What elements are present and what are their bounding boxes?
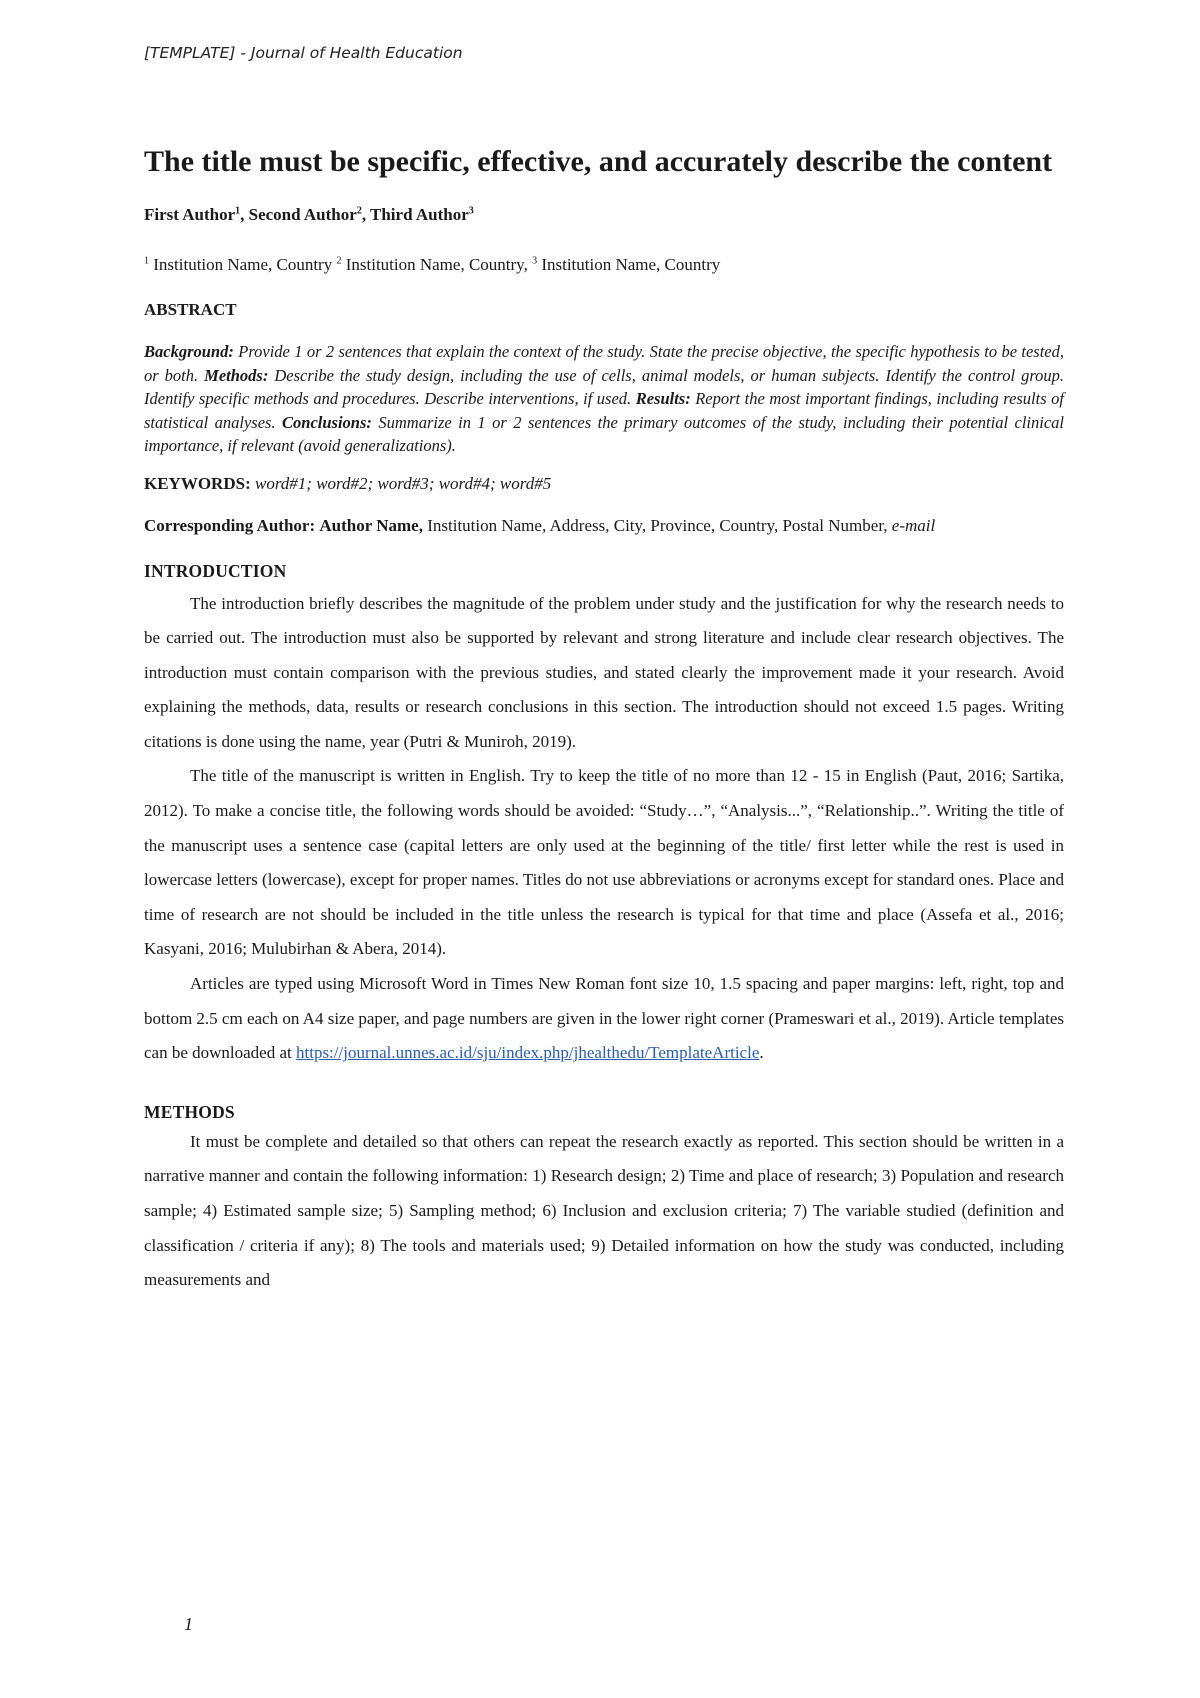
author-superscript: 2 xyxy=(356,205,362,217)
methods-heading: METHODS xyxy=(144,1101,235,1122)
abstract-conclusions-label: Conclusions: xyxy=(282,412,372,432)
abstract-results-label: Results: xyxy=(635,389,691,408)
affiliation-list xyxy=(144,253,1064,277)
keywords-label: KEYWORDS: xyxy=(144,473,251,493)
methods-paragraph: It must be complete and detailed so that others can repeat the research exactly as reported. This section should be written in a narrative manner and contain the following information: 1) Research design; 2) Time and place of research; 3) Population and research sample; 4) Estimated sample size; 5) Sampling method; 6) Inclusion and exclusion criteria; 7) The variable studied (definition and classification / criteria if any); 8) The tools and materials used; 9) Detailed information on how the study was conducted, including measurements and xyxy=(144,1131,1064,1290)
article-body xyxy=(144,140,1064,1298)
affiliation-superscript: 2 xyxy=(336,255,342,267)
affiliation-superscript: 1 xyxy=(144,255,149,267)
keywords xyxy=(144,472,1064,496)
introduction-paragraph xyxy=(144,967,1064,1071)
author-name: Second Author xyxy=(248,205,357,224)
affiliation-text: Institution Name, Country xyxy=(153,255,333,274)
introduction-paragraph-text: Articles are typed using Microsoft Word in Times New Roman font size 10, 1.5 spacing and paper margins: left, right, top and bottom 2.5 cm each on A4 size paper, and page numbers are given in the lower right corner (Prameswari et al., 2019). Article templates can be downloaded at xyxy=(144,974,1064,1063)
affiliation-superscript: 3 xyxy=(532,255,538,267)
abstract-text xyxy=(144,340,1064,458)
corresponding-name: Author Name, xyxy=(319,515,423,535)
abstract-background-text: Provide 1 or 2 sentences that explain the context of the study. State the precise objective, the specific hypothesis to be tested, or both. xyxy=(144,342,1065,385)
abstract-methods-label: Methods: xyxy=(204,365,269,385)
author-superscript: 1 xyxy=(235,205,241,217)
author-superscript: 3 xyxy=(468,205,474,217)
corresponding-label: Corresponding Author: xyxy=(144,515,316,535)
affiliation-text: Institution Name, Country xyxy=(541,255,721,274)
introduction-paragraph: The introduction briefly describes the magnitude of the problem under study and the justification for why the research needs to be carried out. The introduction must also be supported by relevant and strong literature and include clear research objectives. The introduction must contain comparison with the previous studies, and stated clearly the improvement made it your research. Avoid explaining the methods, data, results or research conclusions in this section. The introduction should not exceed 1.5 pages. Writing citations is done using the name, year (Putri & Muniroh, 2019). xyxy=(144,593,1064,751)
affiliation-text: Institution Name, Country, xyxy=(345,255,528,274)
running-header: [TEMPLATE] - Journal of Health Education xyxy=(144,44,463,62)
introduction-heading: INTRODUCTION xyxy=(144,560,287,581)
abstract-conclusions-text: Summarize in 1 or 2 sentences the primary outcomes of the study, including their potential clinical importance, if relevant (avoid generalizations). xyxy=(144,412,1064,455)
author-name: First Author xyxy=(144,205,236,224)
keywords-list: word#1; word#2; word#3; word#4; word#5 xyxy=(254,473,552,493)
introduction-paragraph: The title of the manuscript is written in English. Try to keep the title of no more than 12 - 15 in English (Paut, 2016; Sartika, 2012). To make a concise title, the following words should be avoided: “Study…”, “Analysis...”, “Relationship..”. Writing the title of the manuscript uses a sentence case (capital letters are only used at the beginning of the title/ first letter while the rest is used in lowercase letters (lowercase), except for proper names. Titles do not use abbreviations or acronyms except for standard ones. Place and time of research are not should be included in the title unless the research is typical for that time and place (Assefa et al., 2016; Kasyani, 2016; Mulubirhan & Abera, 2014). xyxy=(144,766,1064,959)
abstract-methods-text: Describe the study design, including the use of cells, animal models, or human subjects. Identify the control group. Identify specific methods and procedures. Describe interventions, if used. xyxy=(144,365,1065,408)
author-name: Third Author xyxy=(370,205,469,224)
corresponding-email: e-mail xyxy=(891,515,936,535)
link-suffix: . xyxy=(759,1043,764,1063)
page-number: 1 xyxy=(184,1614,193,1634)
template-download-link[interactable]: https://journal.unnes.ac.id/sju/index.php/jhealthedu/TemplateArticle xyxy=(296,1043,760,1063)
corresponding-details: Institution Name, Address, City, Province, Country, Postal Number, xyxy=(427,515,888,535)
article-title: The title must be specific, effective, and accurately describe the content xyxy=(144,145,1053,178)
abstract-heading: ABSTRACT xyxy=(144,300,237,319)
abstract-results-text: Report the most important findings, including results of statistical analyses. xyxy=(144,389,1065,432)
author-list: First Author$^1$, Second Author$^2$, Third Author$^3$ xyxy=(144,205,474,224)
corresponding-author xyxy=(144,514,1064,538)
abstract-background-label: Background: xyxy=(144,342,234,361)
